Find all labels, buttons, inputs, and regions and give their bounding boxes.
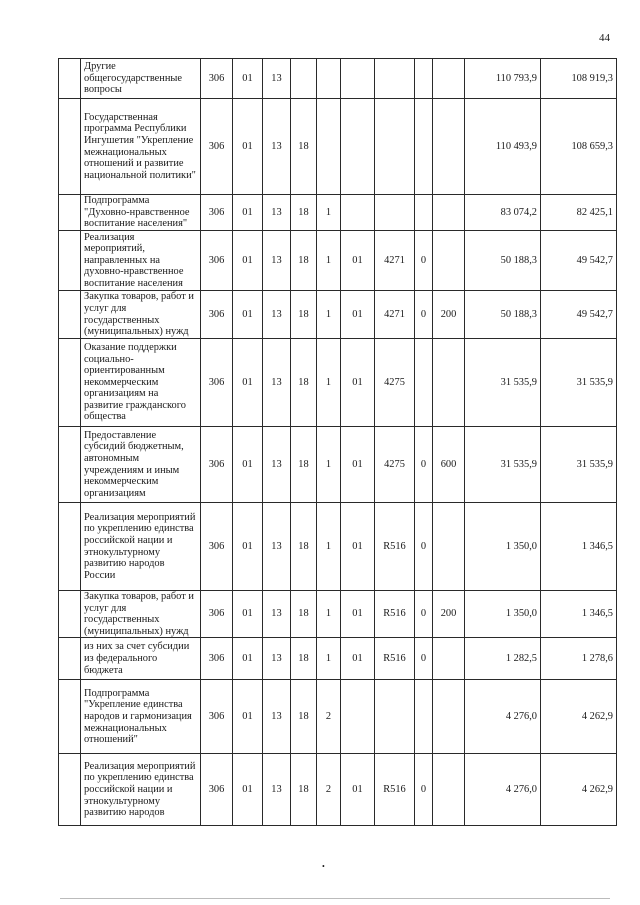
table-row <box>59 339 617 427</box>
footer-divider <box>60 898 610 899</box>
row-code-c9 <box>433 195 465 231</box>
row-code-c8 <box>415 195 433 231</box>
row-code-c3: 13 <box>263 59 291 99</box>
row-amount2: 49 542,7 <box>541 231 617 291</box>
row-code-c7 <box>375 59 415 99</box>
row-code-c1: 306 <box>201 195 233 231</box>
row-code-c4: 18 <box>291 503 317 591</box>
row-code-c7 <box>375 680 415 754</box>
table-row <box>59 591 617 638</box>
row-code-c2: 01 <box>233 59 263 99</box>
row-code-c9 <box>433 680 465 754</box>
row-code-c5: 1 <box>317 503 341 591</box>
row-code-c6: 01 <box>341 591 375 638</box>
row-blank-cell <box>59 503 81 591</box>
row-code-c7: R516 <box>375 638 415 680</box>
row-amount2: 31 535,9 <box>541 427 617 503</box>
row-code-c8 <box>415 680 433 754</box>
row-blank-cell <box>59 680 81 754</box>
row-blank-cell <box>59 99 81 195</box>
table-row <box>59 59 617 99</box>
row-amount1: 31 535,9 <box>465 427 541 503</box>
row-code-c1: 306 <box>201 754 233 826</box>
row-amount2: 108 919,3 <box>541 59 617 99</box>
row-amount1: 31 535,9 <box>465 339 541 427</box>
page-number: 44 <box>599 32 610 44</box>
row-code-c6 <box>341 99 375 195</box>
row-code-c3: 13 <box>263 99 291 195</box>
row-code-c8 <box>415 99 433 195</box>
row-code-c6 <box>341 195 375 231</box>
row-code-c7: R516 <box>375 591 415 638</box>
footer-mark: • <box>322 862 325 871</box>
row-code-c7: 4275 <box>375 339 415 427</box>
row-code-c8: 0 <box>415 638 433 680</box>
row-blank-cell <box>59 427 81 503</box>
table-row <box>59 754 617 826</box>
row-code-c8: 0 <box>415 231 433 291</box>
row-code-c4: 18 <box>291 99 317 195</box>
row-amount2: 1 278,6 <box>541 638 617 680</box>
row-code-c5: 1 <box>317 231 341 291</box>
row-name: Закупка товаров, работ и услуг для государственных (муниципальных) нужд <box>81 591 201 638</box>
row-code-c4: 18 <box>291 291 317 339</box>
row-code-c4: 18 <box>291 427 317 503</box>
row-amount2: 1 346,5 <box>541 503 617 591</box>
row-amount2: 49 542,7 <box>541 291 617 339</box>
row-amount2: 1 346,5 <box>541 591 617 638</box>
row-code-c3: 13 <box>263 503 291 591</box>
row-amount1: 1 350,0 <box>465 503 541 591</box>
row-code-c6: 01 <box>341 339 375 427</box>
row-code-c3: 13 <box>263 231 291 291</box>
row-code-c2: 01 <box>233 591 263 638</box>
row-code-c6: 01 <box>341 291 375 339</box>
row-code-c6 <box>341 59 375 99</box>
row-blank-cell <box>59 591 81 638</box>
row-code-c3: 13 <box>263 591 291 638</box>
table-row <box>59 231 617 291</box>
row-amount1: 1 282,5 <box>465 638 541 680</box>
row-code-c9 <box>433 99 465 195</box>
row-code-c2: 01 <box>233 754 263 826</box>
row-code-c5: 1 <box>317 638 341 680</box>
row-amount2: 82 425,1 <box>541 195 617 231</box>
row-code-c5 <box>317 99 341 195</box>
row-code-c3: 13 <box>263 427 291 503</box>
row-code-c4 <box>291 59 317 99</box>
row-code-c7 <box>375 195 415 231</box>
row-code-c1: 306 <box>201 339 233 427</box>
row-code-c2: 01 <box>233 503 263 591</box>
row-code-c9 <box>433 339 465 427</box>
row-code-c9 <box>433 231 465 291</box>
row-code-c2: 01 <box>233 99 263 195</box>
row-amount2: 108 659,3 <box>541 99 617 195</box>
row-code-c7: R516 <box>375 503 415 591</box>
row-amount1: 4 276,0 <box>465 680 541 754</box>
table-row <box>59 680 617 754</box>
row-code-c1: 306 <box>201 591 233 638</box>
row-code-c9 <box>433 754 465 826</box>
row-code-c2: 01 <box>233 638 263 680</box>
row-code-c4: 18 <box>291 195 317 231</box>
row-name: Подпрограмма "Духовно-нравственное воспитание населения" <box>81 195 201 231</box>
row-code-c1: 306 <box>201 427 233 503</box>
row-name: Другие общегосударственные вопросы <box>81 59 201 99</box>
row-amount1: 4 276,0 <box>465 754 541 826</box>
row-name: Закупка товаров, работ и услуг для государственных (муниципальных) нужд <box>81 291 201 339</box>
table-row <box>59 427 617 503</box>
row-code-c6 <box>341 680 375 754</box>
row-code-c5: 1 <box>317 291 341 339</box>
row-code-c9: 600 <box>433 427 465 503</box>
table-row <box>59 99 617 195</box>
row-code-c6: 01 <box>341 754 375 826</box>
row-code-c2: 01 <box>233 231 263 291</box>
row-blank-cell <box>59 754 81 826</box>
row-code-c1: 306 <box>201 680 233 754</box>
row-code-c7: 4271 <box>375 291 415 339</box>
row-code-c3: 13 <box>263 638 291 680</box>
row-code-c3: 13 <box>263 680 291 754</box>
row-code-c7: R516 <box>375 754 415 826</box>
row-blank-cell <box>59 638 81 680</box>
row-code-c5: 1 <box>317 195 341 231</box>
row-code-c8: 0 <box>415 427 433 503</box>
row-name: из них за счет субсидии из федерального бюджета <box>81 638 201 680</box>
row-code-c8 <box>415 59 433 99</box>
row-code-c4: 18 <box>291 339 317 427</box>
row-name: Реализация мероприятий по укреплению единства российской нации и этнокультурному развитию народов <box>81 754 201 826</box>
row-code-c9: 200 <box>433 291 465 339</box>
row-code-c5: 2 <box>317 680 341 754</box>
row-code-c1: 306 <box>201 291 233 339</box>
row-code-c7: 4271 <box>375 231 415 291</box>
row-code-c2: 01 <box>233 195 263 231</box>
row-code-c6: 01 <box>341 503 375 591</box>
row-code-c8: 0 <box>415 754 433 826</box>
row-blank-cell <box>59 59 81 99</box>
row-amount1: 83 074,2 <box>465 195 541 231</box>
row-name: Оказание поддержки социально-ориентированным некоммерческим организациям на развитие гражданского общества <box>81 339 201 427</box>
row-code-c1: 306 <box>201 638 233 680</box>
row-code-c2: 01 <box>233 291 263 339</box>
row-blank-cell <box>59 231 81 291</box>
row-name: Предоставление субсидий бюджетным, автономным учреждениям и иным некоммерческим организациям <box>81 427 201 503</box>
row-name: Подпрограмма "Укрепление единства народов и гармонизация межнациональных отношений" <box>81 680 201 754</box>
row-code-c2: 01 <box>233 339 263 427</box>
row-blank-cell <box>59 339 81 427</box>
row-amount2: 31 535,9 <box>541 339 617 427</box>
table-row <box>59 503 617 591</box>
row-code-c7 <box>375 99 415 195</box>
row-code-c9 <box>433 59 465 99</box>
row-code-c5: 1 <box>317 427 341 503</box>
table-row <box>59 195 617 231</box>
row-amount1: 50 188,3 <box>465 291 541 339</box>
row-code-c5: 1 <box>317 591 341 638</box>
row-amount1: 110 793,9 <box>465 59 541 99</box>
row-name: Государственная программа Республики Ингушетия "Укрепление межнациональных отношений и развитие национальной политики" <box>81 99 201 195</box>
row-amount1: 1 350,0 <box>465 591 541 638</box>
row-code-c3: 13 <box>263 339 291 427</box>
row-code-c8: 0 <box>415 503 433 591</box>
row-name: Реализация мероприятий по укреплению единства российской нации и этнокультурному развитию народов России <box>81 503 201 591</box>
row-code-c5 <box>317 59 341 99</box>
row-code-c6: 01 <box>341 638 375 680</box>
row-code-c7: 4275 <box>375 427 415 503</box>
row-code-c3: 13 <box>263 291 291 339</box>
row-amount1: 110 493,9 <box>465 99 541 195</box>
row-code-c1: 306 <box>201 99 233 195</box>
row-code-c9: 200 <box>433 591 465 638</box>
row-code-c2: 01 <box>233 427 263 503</box>
row-code-c2: 01 <box>233 680 263 754</box>
table-row <box>59 291 617 339</box>
row-code-c3: 13 <box>263 195 291 231</box>
row-code-c9 <box>433 503 465 591</box>
row-code-c1: 306 <box>201 503 233 591</box>
row-code-c5: 1 <box>317 339 341 427</box>
budget-table <box>58 58 617 826</box>
row-code-c4: 18 <box>291 638 317 680</box>
row-code-c4: 18 <box>291 231 317 291</box>
row-code-c4: 18 <box>291 754 317 826</box>
row-code-c8 <box>415 339 433 427</box>
row-code-c9 <box>433 638 465 680</box>
row-code-c3: 13 <box>263 754 291 826</box>
row-code-c8: 0 <box>415 591 433 638</box>
row-code-c6: 01 <box>341 427 375 503</box>
row-amount2: 4 262,9 <box>541 680 617 754</box>
row-code-c1: 306 <box>201 59 233 99</box>
row-code-c1: 306 <box>201 231 233 291</box>
row-name: Реализация мероприятий, направленных на духовно-нравственное воспитание населения <box>81 231 201 291</box>
row-blank-cell <box>59 195 81 231</box>
table-row <box>59 638 617 680</box>
row-code-c6: 01 <box>341 231 375 291</box>
row-code-c5: 2 <box>317 754 341 826</box>
row-code-c4: 18 <box>291 680 317 754</box>
row-blank-cell <box>59 291 81 339</box>
row-code-c4: 18 <box>291 591 317 638</box>
row-amount2: 4 262,9 <box>541 754 617 826</box>
row-amount1: 50 188,3 <box>465 231 541 291</box>
row-code-c8: 0 <box>415 291 433 339</box>
